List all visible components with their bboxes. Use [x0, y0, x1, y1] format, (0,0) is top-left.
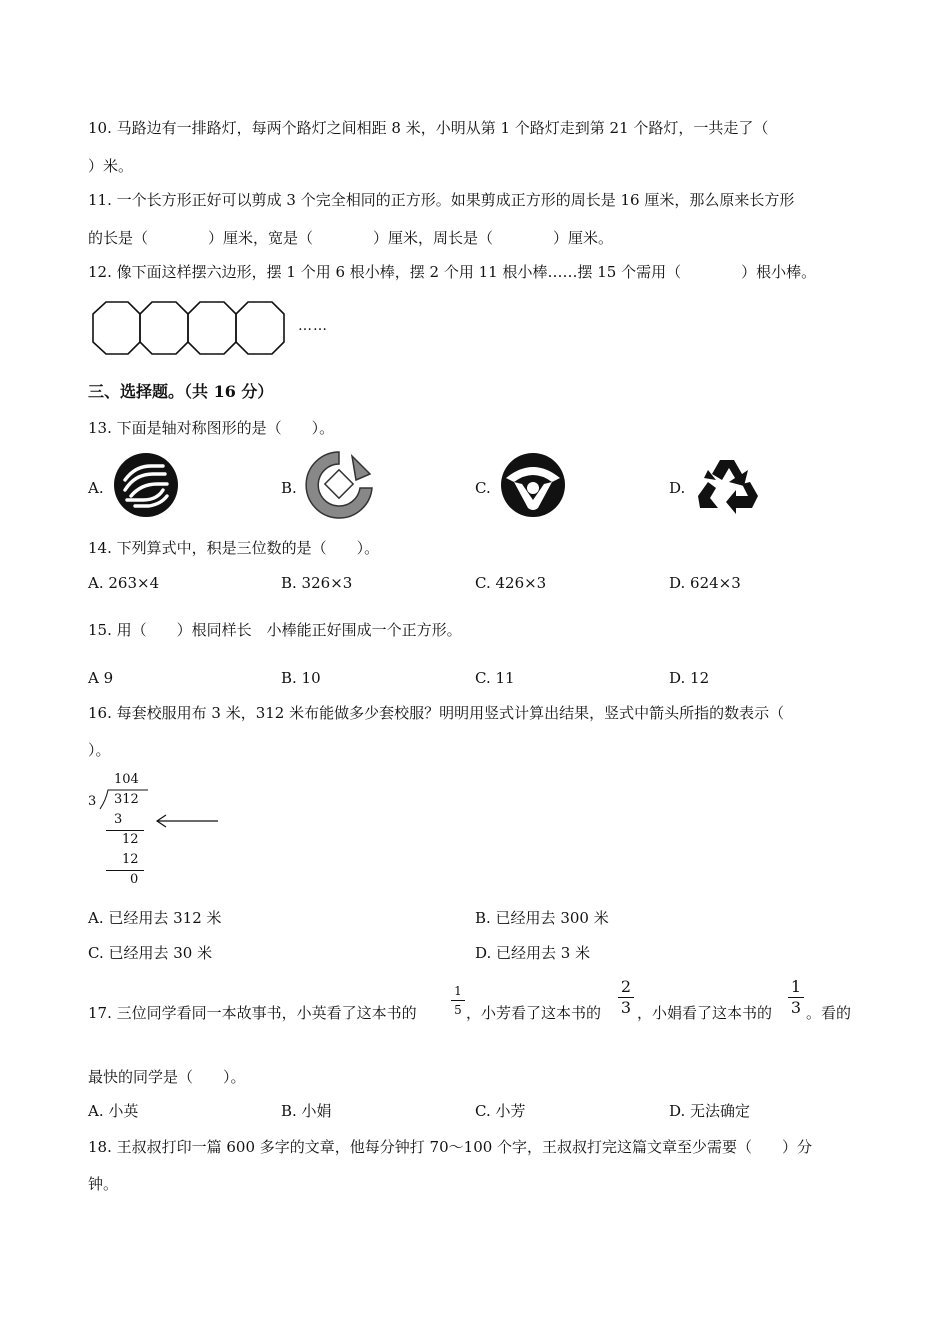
division-step-3: 12 — [122, 852, 139, 867]
china-mobile-logo-icon — [113, 452, 179, 518]
fraction-3-numerator: 1 — [790, 977, 802, 996]
q17-text-part1: 17. 三位同学看同一本故事书，小英看了这本书的 — [88, 1004, 417, 1022]
q17-text-line2: 最快的同学是（ ）。 — [88, 1068, 246, 1086]
fraction-2-denominator: 3 — [620, 998, 632, 1017]
fraction-1-denominator: 5 — [454, 1003, 462, 1017]
q17-text-part3: ，小娟看了这本书的 — [637, 1004, 773, 1022]
q14-option-a: A. 263×4 — [88, 574, 160, 592]
fraction-2-numerator: 2 — [620, 977, 632, 996]
q11-text-line2: 的长是（ ）厘米，宽是（ ）厘米，周长是（ ）厘米。 — [88, 229, 614, 247]
division-divisor: 3 — [88, 794, 97, 809]
fraction-one-fifth — [451, 984, 465, 1017]
q14-option-d: D. 624×3 — [669, 574, 741, 592]
q17-text-part4: 。看的 — [806, 1004, 852, 1022]
q16-option-c: C. 已经用去 30 米 — [88, 944, 213, 962]
q15-option-d: D. 12 — [669, 669, 710, 687]
fraction-two-thirds — [618, 979, 634, 1016]
fraction-1-numerator: 1 — [454, 984, 462, 998]
q10-text-line1: 10. 马路边有一排路灯，每两个路灯之间相距 8 米，小明从第 1 个路灯走到第 21 个路灯，一共走了（ — [88, 119, 769, 137]
q16-option-d: D. 已经用去 3 米 — [475, 944, 591, 962]
division-line-2 — [106, 870, 144, 871]
q15-stem: 15. 用（ ）根同样长 小棒能正好围成一个正方形。 — [88, 621, 462, 639]
hexagon-1 — [93, 302, 140, 354]
q17-option-d: D. 无法确定 — [669, 1102, 751, 1120]
division-dividend: 312 — [114, 792, 139, 807]
q11-text-line1: 11. 一个长方形正好可以剪成 3 个完全相同的正方形。如果剪成正方形的周长是 16 厘米，那么原来长方形 — [88, 191, 795, 209]
q17-option-a: A. 小英 — [88, 1102, 139, 1120]
q16-text-line1: 16. 每套校服用布 3 米，312 米布能做多少套校服？明明用竖式计算出结果，竖式中箭头所指的数表示（ — [88, 704, 785, 722]
hexagon-2 — [140, 302, 188, 354]
division-remainder: 0 — [130, 872, 139, 887]
q16-option-b: B. 已经用去 300 米 — [475, 909, 609, 927]
fraction-3-denominator: 3 — [790, 998, 802, 1017]
q13-option-b-label: B. — [281, 479, 297, 497]
symbol-logo-icon — [500, 452, 566, 518]
continuation-dots: …… — [298, 318, 328, 334]
q16-option-a: A. 已经用去 312 米 — [88, 909, 222, 927]
q15-option-c: C. 11 — [475, 669, 515, 687]
q10-text-line2: ）米。 — [88, 157, 134, 175]
q13-option-d-label: D. — [669, 479, 686, 497]
division-quotient: 104 — [114, 772, 139, 787]
hexagon-3 — [188, 302, 236, 354]
q14-option-b: B. 326×3 — [281, 574, 353, 592]
q13-option-a-label: A. — [88, 479, 104, 497]
fraction-one-third — [788, 979, 804, 1016]
arrow-left-icon — [154, 814, 220, 828]
q13-stem: 13. 下面是轴对称图形的是（ ）。 — [88, 419, 335, 437]
q15-option-b: B. 10 — [281, 669, 321, 687]
q12-text: 12. 像下面这样摆六边形，摆 1 个用 6 根小棒，摆 2 个用 11 根小棒……摆 15 个需用（ ）根小棒。 — [88, 263, 817, 281]
q14-option-c: C. 426×3 — [475, 574, 547, 592]
q16-text-line2: ）。 — [88, 741, 111, 759]
recycle-icon — [696, 454, 762, 518]
q17-option-b: B. 小娟 — [281, 1102, 332, 1120]
division-step-2: 12 — [122, 832, 139, 847]
q18-text-line1: 18. 王叔叔打印一篇 600 多字的文章，他每分钟打 70～100 个字，王叔叔打完这篇文章至少需要（ ）分 — [88, 1138, 813, 1156]
section-heading: 三、选择题。（共 16 分） — [88, 382, 274, 401]
q13-option-c-label: C. — [475, 479, 491, 497]
q17-option-c: C. 小芳 — [475, 1102, 526, 1120]
hexagon-4 — [236, 302, 284, 354]
q14-stem: 14. 下列算式中，积是三位数的是（ ）。 — [88, 539, 380, 557]
q15-option-a: A 9 — [88, 669, 114, 687]
division-line-1 — [106, 830, 144, 831]
q18-text-line2: 钟。 — [88, 1175, 119, 1193]
long-division-figure — [86, 772, 226, 890]
bank-logo-icon — [304, 450, 374, 520]
division-step-1: 3 — [114, 812, 123, 827]
q17-text-part2: ，小芳看了这本书的 — [466, 1004, 602, 1022]
